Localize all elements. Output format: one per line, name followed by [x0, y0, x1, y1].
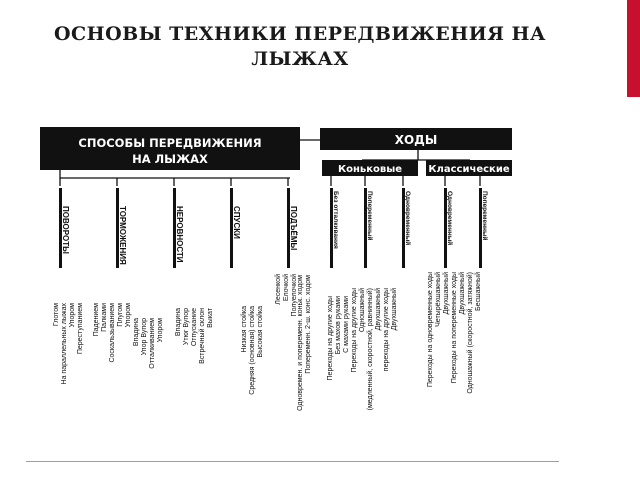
skating-label-odnovremenny: Одновременный [404, 191, 411, 246]
skating-label-poperemenny: Попеременный [366, 191, 373, 241]
item-podyomy-2: Средняя (основная) стойка [249, 306, 256, 395]
category-label-podyomy: ПОДЪЁМЫ [289, 206, 298, 251]
item-classic-1-1: Бесшажный [475, 272, 482, 311]
item-classic-0-2: переходы на другие ходы [383, 288, 390, 372]
item-tormozheniya-5: Падением [93, 303, 100, 337]
classic-box-label: Классические [428, 164, 510, 175]
item-nerovnosti-4: Впадина [133, 318, 140, 347]
item-povoroty-2: Упором [69, 303, 76, 328]
main-box-line-2: НА ЛЫЖАХ [132, 152, 208, 166]
item-skating-0-3: Лесенкой [275, 274, 282, 305]
item-spuski-1: Выкат [207, 308, 214, 328]
items-classic-0 [351, 288, 398, 410]
item-classic-1-2: Одношажный (скоростной, затяжной) [467, 272, 474, 394]
skating-label-bez-ottalkivaniya: Без отталкивания [332, 191, 339, 249]
item-classic-0-3: Двухшажный [375, 288, 382, 331]
category-label-spuski: СПУСКИ [232, 206, 241, 239]
classic-label-poperemenny: Попеременный [481, 191, 488, 241]
items-spuski [175, 307, 214, 364]
item-classic-0-5: Одношажный [359, 288, 366, 333]
items-nerovnosti [133, 318, 164, 369]
item-povoroty-4: Глотом [53, 303, 60, 327]
item-skating-1-2: Одновремен. и попеременн. коньк. ходом [297, 275, 304, 411]
category-label-tormozheniya: ТОРМОЖЕНИЯ [118, 206, 127, 265]
item-classic-0-6: Переходы на другие ходы [351, 288, 358, 373]
item-podyomy-1: Высокая стойка [257, 306, 264, 358]
footer-divider [26, 461, 559, 462]
items-podyomy [240, 306, 264, 395]
item-spuski-3: Отпускание [191, 308, 198, 347]
item-skating-1-1: Попеременн. 2-ш. конс. ходом [305, 275, 312, 374]
items-skating-0 [274, 274, 298, 317]
item-podyomy-3: Низкая стойка [241, 306, 248, 353]
item-tormozheniya-3: Соскальзыванием [109, 303, 116, 363]
item-classic-0-1: Двухшажный [391, 288, 398, 331]
item-spuski-4: Утюг Вупор [183, 308, 190, 346]
slide-title-line-1: ОСНОВЫ ТЕХНИКИ ПЕРЕДВИЖЕНИЯ НА [53, 23, 546, 45]
category-label-povoroty: ПОВОРОТЫ [61, 206, 70, 254]
item-tormozheniya-4: Палками [101, 303, 108, 332]
item-classic-1-6: Четырёхшажный [435, 272, 442, 327]
main-box-line-1: СПОСОБЫ ПЕРЕДВИЖЕНИЯ [78, 136, 262, 150]
item-skating-2-1: С махами руками [343, 296, 350, 353]
item-classic-1-3: Двухшажный [459, 272, 466, 315]
item-nerovnosti-2: Отталкиванием [149, 318, 156, 369]
items-classic-1 [427, 272, 482, 394]
items-skating-2 [327, 296, 350, 381]
item-povoroty-1: Переступанием [77, 303, 84, 355]
item-skating-0-1: Полуелочкой [291, 274, 298, 317]
item-classic-1-4: Переходы на попеременные ходы [451, 272, 458, 384]
items-tormozheniya [93, 303, 132, 363]
item-groups [53, 272, 482, 411]
item-tormozheniya-2: Плугом [117, 303, 124, 327]
classic-label-odnovremenny: Одновременный [446, 191, 453, 246]
item-povoroty-3: На параллельных лыжах [61, 303, 68, 385]
item-nerovnosti-1: Упором [157, 318, 164, 343]
hody-box-label: ХОДЫ [394, 133, 438, 147]
item-classic-0-4: (медленный, скоростной, равнинный) [367, 288, 374, 411]
item-classic-1-7: Переходы на одновременные ходы [427, 272, 434, 388]
item-skating-2-2: Без махов руками [335, 296, 342, 355]
item-classic-1-5: Двухшажный [443, 272, 450, 315]
item-spuski-5: Впадина [175, 308, 182, 337]
item-skating-0-2: Елочкой [283, 274, 290, 302]
item-skating-2-3: Переходы на другие ходы [327, 296, 334, 381]
item-tormozheniya-1: Упором [125, 303, 132, 328]
skating-box-label: Коньковые [337, 164, 403, 175]
item-spuski-2: Встречный склон [199, 308, 206, 364]
slide-title-line-2: ЛЫЖАХ [251, 48, 349, 70]
items-skating-1 [297, 275, 312, 411]
category-label-nerovnosti: НЕРОВНОСТИ [175, 206, 184, 263]
items-povoroty [53, 303, 84, 385]
item-nerovnosti-3: Упор Вупор [141, 318, 148, 356]
